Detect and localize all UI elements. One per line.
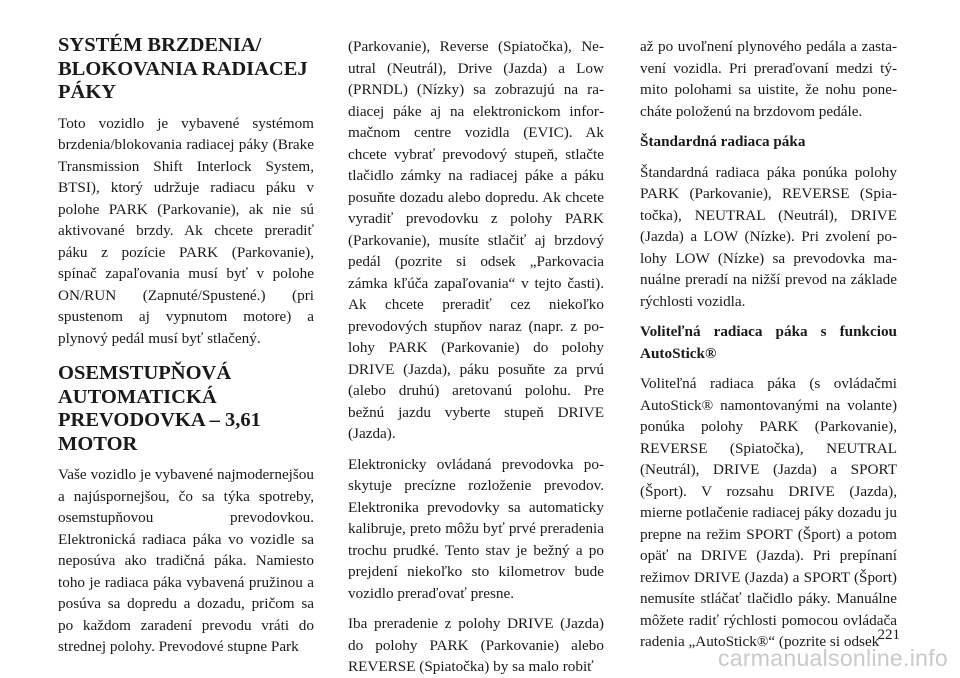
paragraph-electronic-transmission: Elektronicky ovládaná prevodovka poskytuje precízne rozloženie prevodov. Elektronika prevodovky sa automaticky kalibruje, preto môžu byť prvé preradenia trochu prudké. Tento stav je bežný a po prejdení niekoľko sto kilometrov bude vozidlo preraďovať presne. <box>348 455 604 602</box>
heading-btsi: SYSTÉM BRZDENIA/ BLOKOVANIA RADIACEJ PÁKY <box>58 34 308 103</box>
subheading-autostick: Voliteľná radiaca páka s funkciou AutoStick® <box>640 323 897 362</box>
subheading-standard-shifter: Štandardná radiaca páka <box>640 133 806 150</box>
paragraph-transmission-intro: Vaše vozidlo je vybavené najmodernejšou a najúspornejšou, čo sa týka spotreby, osemstupňovou prevodovkou. Elektronická radiaca páka vo vozidle sa neposúva ako tradičná páka. Namiesto toho je radiaca páka vybavená pružinou a posúva sa dopredu a dozadu, pričom sa po každom zaradení prevodu vráti do strednej polohy. Prevodové stupne Park <box>58 466 314 655</box>
watermark: carmanualsonline.info <box>717 645 948 671</box>
paragraph-shift-continued: až po uvoľnení plynového pedála a zastavení vozidla. Pri preraďovaní medzi týmito polohami sa uistite, že nohu ponecháte položenú na brzdovom pedále. <box>640 38 897 120</box>
column-2 <box>348 36 604 678</box>
heading-transmission: OSEMSTUPŇOVÁ AUTOMATICKÁ PREVODOVKA – 3,61 MOTOR <box>58 362 261 455</box>
paragraph-btsi: Toto vozidlo je vybavené systémom brzdenia/blokovania radiacej páky (Brake Transmission Shift Interlock System, BTSI), ktorý udržuje radiacu páku v polohe PARK (Parkovanie), ak nie sú aktivované brzdy. Ak chcete preradiť páku z pozície PARK (Parkovanie), spínač zapaľovania musí byť v polohe ON/RUN (Zapnuté/Spustené.) (pri spustenom aj vypnutom motore) a plynový pedál musí byť stlačený. <box>58 114 314 347</box>
paragraph-shift-park-reverse: Iba preradenie z polohy DRIVE (Jazda) do polohy PARK (Parkovanie) alebo REVERSE (Spiatočka) by sa malo robiť <box>348 615 604 675</box>
column-3 <box>640 36 897 653</box>
column-1 <box>58 34 314 658</box>
paragraph-standard-shifter: Štandardná radiaca páka ponúka polohy PARK (Parkovanie), REVERSE (Spiatočka), NEUTRAL (Neutrál), DRIVE (Jazda) a LOW (Nízke). Pri zvolení polohy LOW (Nízke) sa prevodovka manuálne preradí na nižší prevod na základe rýchlosti vozidla. <box>640 163 897 310</box>
page-number: 221 <box>877 627 900 643</box>
paragraph-gear-selection: (Parkovanie), Reverse (Spiatočka), Neutral (Neutrál), Drive (Jazda) a Low (PRNDL) (Nízky) sa zobrazujú na radiacej páke aj na elektronickom informačnom centre vozidla (EVIC). Ak chcete vybrať prevodový stupeň, stlačte tlačidlo zámky na radiacej páke a páku posuňte dozadu alebo dopredu. Ak chcete vyradiť prevodovku z polohy PARK (Parkovanie), musíte stlačiť aj brzdový pedál (pozrite si odsek „Parkovacia zámka kľúča zapaľovania“ v tejto časti). Ak chcete preradiť cez niekoľko prevodových stupňov naraz (napr. z polohy PARK (Parkovanie) do polohy DRIVE (Jazda), páku posuňte za prvú (alebo druhú) aretovanú polohu. Pre bežnú jazdu vyberte stupeň DRIVE (Jazda). <box>348 38 604 442</box>
paragraph-autostick: Voliteľná radiaca páka (s ovládačmi AutoStick® namontovanými na volante) ponúka polohy PARK (Parkovanie), REVERSE (Spiatočka), NEUTRAL (Neutrál), DRIVE (Jazda) a SPORT (Šport). V rozsahu DRIVE (Jazda), mierne potlačenie radiacej páky dozadu ju prepne na režim SPORT (Šport) a potom opäť na DRIVE (Jazda). Pri prepínaní režimov DRIVE (Jazda) a SPORT (Šport) nemusíte stláčať tlačidlo páky. Manuálne môžete radiť rýchlosti pomocou ovládača radenia „AutoStick®“ (pozrite si odsek <box>640 375 897 650</box>
